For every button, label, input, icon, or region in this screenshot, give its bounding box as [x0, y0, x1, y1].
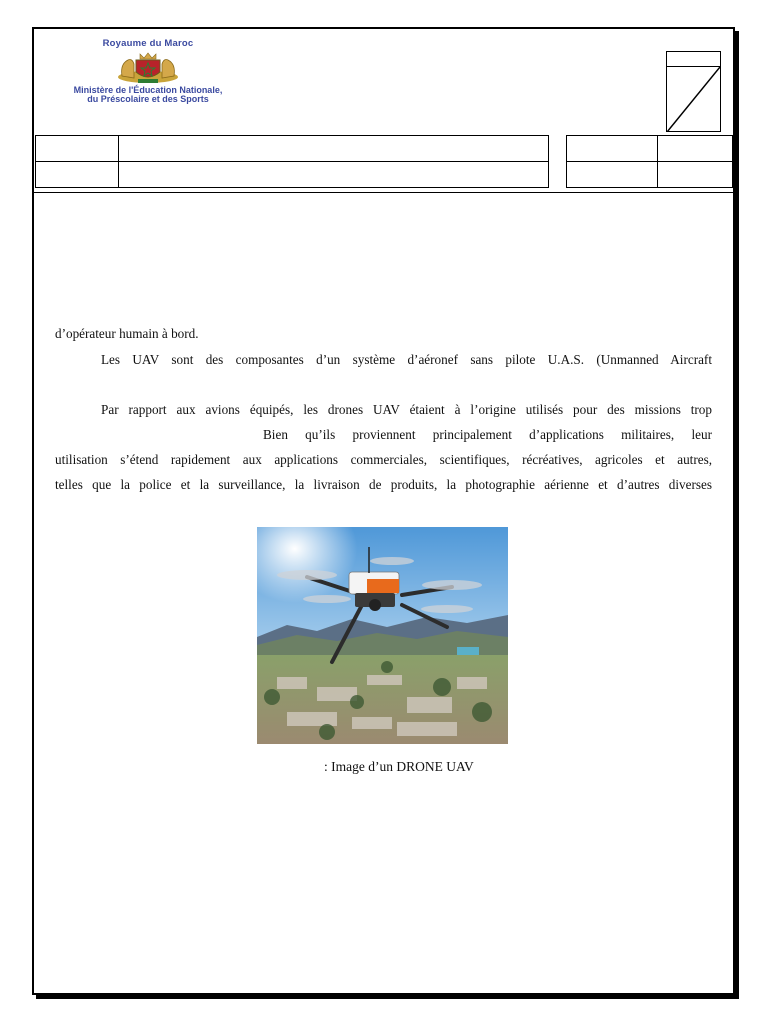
grade-box-diagonal [667, 67, 720, 132]
header-divider [34, 192, 735, 193]
grade-box [666, 51, 721, 132]
ministry-line-2: du Préscolaire et des Sports [87, 94, 209, 104]
paragraph-2-line-1: Les UAV sont des composantes d’un système d’aéronef sans pilote U.A.S. (Unmanned Aircraft [101, 352, 712, 367]
paragraph-3-line-3: utilisation s’étend rapidement aux applications commerciales, scientifiques, récréatives, agricoles et autres, [55, 452, 712, 467]
kingdom-label: Royaume du Maroc [102, 38, 194, 49]
paragraph-3-line-2: Bien qu’ils proviennent principalement d’applications militaires, leur [263, 427, 712, 442]
ministry-line-1: Ministère de l'Éducation Nationale, [73, 85, 223, 95]
header-cell [567, 162, 658, 188]
frame-shadow-bottom [36, 995, 739, 999]
paragraph-3-line-1: Par rapport aux avions équipés, les drones UAV étaient à l’origine utilisés pour des missions trop [101, 402, 712, 417]
drone-photo [257, 527, 508, 744]
header-cell [36, 162, 119, 188]
header-cell [119, 136, 549, 162]
frame-shadow-right [735, 31, 739, 999]
header-info-table-left [35, 135, 549, 188]
coat-of-arms-icon [112, 50, 184, 86]
ministry-logo [42, 38, 254, 112]
header-cell [658, 162, 733, 188]
paragraph-1-end: d’opérateur humain à bord. [55, 326, 199, 341]
paragraph-3-line-4: telles que la police et la surveillance, la livraison de produits, la photographie aérienne et d’autres diverses [55, 477, 712, 492]
header-info-table-right [566, 135, 733, 188]
header-cell [567, 136, 658, 162]
figure-caption: : Image d’un DRONE UAV [324, 759, 474, 774]
header-cell [36, 136, 119, 162]
header-cell [658, 136, 733, 162]
header-cell [119, 162, 549, 188]
